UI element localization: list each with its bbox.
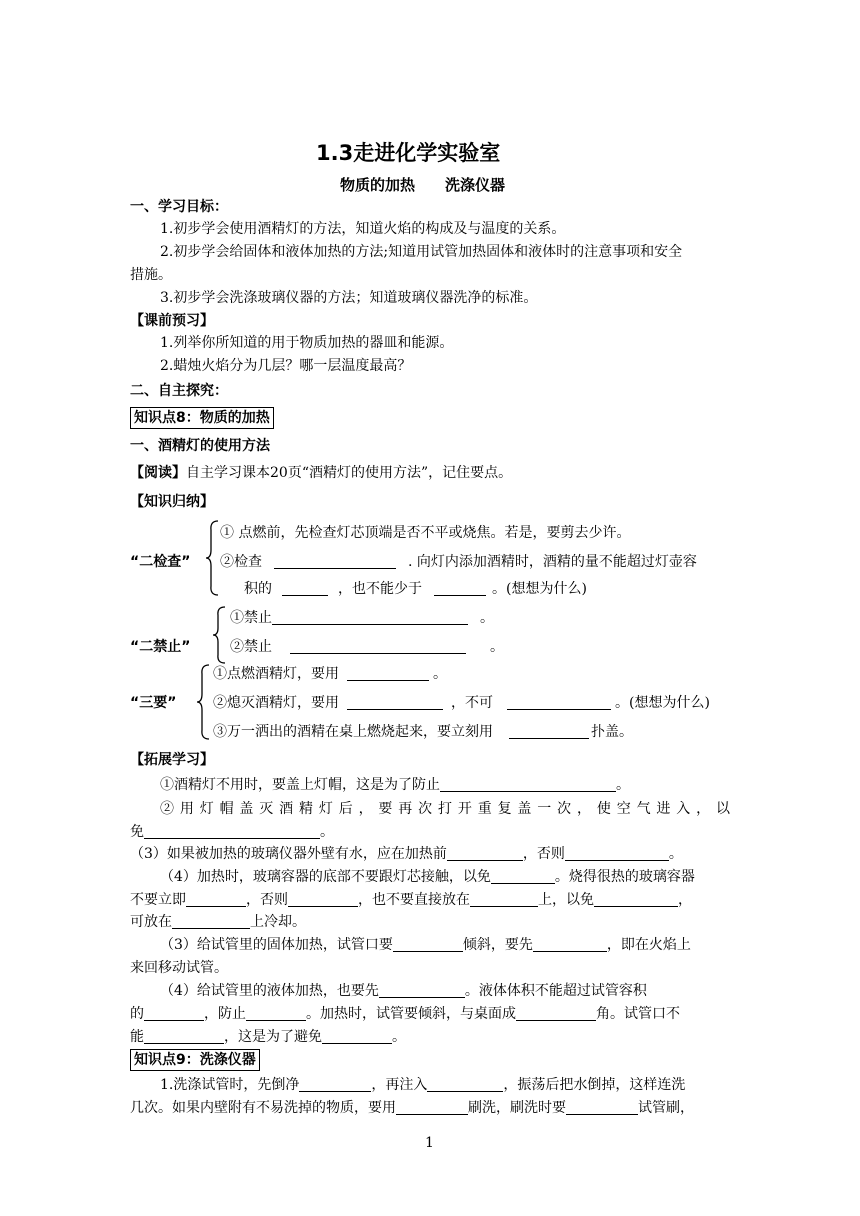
must-line-1-end: 。	[433, 666, 447, 682]
section-1-heading: 一、学习目标：	[130, 199, 228, 215]
extend-item-5-cont: 来回移动试管。	[130, 960, 228, 976]
extend-blank-3[interactable]	[447, 845, 523, 861]
goal-2: 2.初步学会给固体和液体加热的方法;知道用试管加热固体和液体时的注意事项和安全	[160, 244, 683, 260]
preview-item-2: 2.蜡烛火焰分为几层？哪一层温度最高？	[160, 358, 412, 374]
extend-item-5	[160, 934, 691, 956]
extend-item-6-text-g: 能	[130, 1029, 144, 1045]
extend-item-5-text-a: （3）给试管里的固体加热，试管口要	[160, 937, 393, 953]
forbid-line-2	[230, 636, 504, 658]
extend-blank-10[interactable]	[172, 913, 250, 929]
must-line-2	[213, 692, 710, 714]
extend-item-6-text-i: 。	[392, 1029, 406, 1045]
extend-item-2: ②用灯帽盖灭酒精灯后，要再次打开重复盖一次，使空气进入，以	[160, 801, 730, 817]
wash-item-1-text-e: 刷洗，刷洗时要	[468, 1100, 566, 1116]
page-title: 1.3走进化学实验室	[316, 141, 501, 165]
goal-3: 3.初步学会洗涤玻璃仪器的方法；知道玻璃仪器洗净的标准。	[160, 290, 538, 306]
knowledge-point-9-box: 知识点9：洗涤仪器	[130, 1049, 260, 1071]
wash-item-1-text-f: 试管刷，	[638, 1100, 694, 1116]
extend-blank-1[interactable]	[440, 776, 616, 792]
extend-blank-9[interactable]	[594, 891, 678, 907]
extend-item-1-text: ①酒精灯不用时，要盖上灯帽，这是为了防止	[160, 777, 440, 793]
extend-item-6-text-b: 。液体体积不能超过试管容积	[464, 983, 647, 999]
forbid-line-1-text: ①禁止	[230, 610, 272, 626]
must-line-2-text-b: ，不可	[451, 695, 493, 711]
forbid-blank-2[interactable]	[290, 638, 466, 654]
must-line-1-text: ①点燃酒精灯，要用	[213, 666, 339, 682]
extend-item-5-text-c: ，即在火焰上	[606, 937, 691, 953]
check-line-2-text-a: ②检查	[220, 554, 262, 570]
must-label: “三要”	[130, 695, 177, 711]
wash-item-1-cont	[130, 1097, 694, 1119]
wash-item-1-text-c: ，振荡后把水倒掉，这样连洗	[503, 1077, 686, 1093]
must-blank-2[interactable]	[347, 694, 443, 710]
extend-item-4-text-c: 不要立即	[130, 892, 186, 908]
extend-blank-13[interactable]	[379, 982, 465, 998]
extend-item-4-text-b: 。烧得很热的玻璃容器	[554, 869, 695, 885]
forbid-line-2-end: 。	[490, 639, 504, 655]
check-line-3-text-c: 。(想想为什么)	[492, 581, 587, 597]
check-line-3-text-b: ，也不能少于	[338, 581, 422, 597]
extend-item-4-text-e: ，也不要直接放在	[358, 892, 470, 908]
extend-item-4-cont	[130, 889, 692, 911]
must-line-3-text: ③万一洒出的酒精在桌上燃烧起来，要立刻用	[213, 724, 493, 740]
check-line-3-text-a: 积的	[244, 581, 272, 597]
wash-item-1-text-b: ，再注入	[371, 1077, 428, 1093]
read-line	[130, 462, 512, 484]
must-line-3-end: 扑盖。	[591, 724, 633, 740]
extend-item-3-text-a: （3）如果被加热的玻璃仪器外壁有水，应在加热前	[130, 846, 447, 862]
extend-blank-5[interactable]	[491, 868, 555, 884]
check-line-3	[244, 578, 587, 600]
forbid-line-1-end: 。	[480, 610, 494, 626]
must-line-2-text-c: 。(想想为什么)	[615, 695, 710, 711]
read-text: 自主学习课本20页“酒精灯的使用方法”，记住要点。	[186, 465, 513, 481]
extend-blank-7[interactable]	[288, 891, 358, 907]
lamp-usage-heading: 一、酒精灯的使用方法	[130, 438, 270, 454]
knowledge-point-8-box: 知识点8：物质的加热	[130, 407, 274, 429]
extend-item-2-end: 。	[320, 824, 334, 840]
extend-item-4-text-h: 可放在	[130, 914, 172, 930]
wash-blank-4[interactable]	[566, 1099, 638, 1115]
page-number: 1	[425, 1135, 434, 1151]
extend-blank-4[interactable]	[565, 845, 669, 861]
extend-heading: 【拓展学习】	[130, 752, 214, 768]
extend-item-6-cont-2	[130, 1026, 406, 1048]
page-subtitle: 物质的加热 洗涤仪器	[340, 176, 506, 194]
extend-blank-12[interactable]	[533, 936, 607, 952]
must-blank-1[interactable]	[347, 665, 429, 681]
check-line-2	[220, 551, 697, 573]
extend-item-4-cont-2	[130, 911, 306, 933]
check-label: “二检查”	[130, 554, 191, 570]
extend-item-3-end: 。	[668, 846, 683, 862]
forbid-line-1	[230, 607, 494, 629]
extend-item-3-text-b: ，否则	[522, 846, 565, 862]
extend-item-4-text-g: ，	[678, 892, 692, 908]
extend-item-6	[160, 980, 647, 1002]
extend-item-3	[130, 843, 683, 865]
wash-blank-2[interactable]	[427, 1076, 503, 1092]
extend-blank-16[interactable]	[516, 1005, 596, 1021]
extend-item-6-text-h: ，这是为了避免	[224, 1029, 322, 1045]
extend-item-4-text-f: 上，以免	[538, 892, 594, 908]
forbid-blank-1[interactable]	[272, 609, 468, 625]
extend-item-4-text-a: （4）加热时，玻璃容器的底部不要跟灯芯接触，以免	[160, 869, 491, 885]
goal-1: 1.初步学会使用酒精灯的方法，知道火焰的构成及与温度的关系。	[160, 221, 566, 237]
extend-item-6-text-e: 。加热时，试管要倾斜，与桌面成	[306, 1006, 516, 1022]
extend-blank-17[interactable]	[144, 1028, 224, 1044]
forbid-brace	[212, 606, 226, 664]
preview-heading: 【课前预习】	[130, 313, 214, 329]
goal-2-cont: 措施。	[130, 267, 172, 283]
summary-heading: 【知识归纳】	[130, 494, 214, 510]
extend-item-2-cont	[130, 821, 334, 843]
extend-item-6-text-f: 角。试管口不	[596, 1006, 680, 1022]
wash-blank-3[interactable]	[396, 1099, 468, 1115]
wash-item-1	[160, 1074, 685, 1096]
forbid-label: “二禁止”	[130, 639, 191, 655]
extend-item-6-text-d: ，防止	[204, 1006, 246, 1022]
section-2-heading: 二、自主探究：	[130, 383, 228, 399]
extend-item-2-cont-text: 免	[130, 824, 144, 840]
extend-blank-8[interactable]	[470, 891, 538, 907]
extend-item-6-text-a: （4）给试管里的液体加热，也要先	[160, 983, 379, 999]
wash-blank-1[interactable]	[299, 1076, 371, 1092]
extend-blank-15[interactable]	[246, 1005, 306, 1021]
read-label: 【阅读】	[130, 465, 186, 481]
extend-blank-18[interactable]	[322, 1028, 392, 1044]
extend-item-6-text-c: 的	[130, 1006, 144, 1022]
extend-item-1	[160, 774, 630, 796]
check-blank-3[interactable]	[434, 580, 486, 596]
wash-item-1-text-d: 几次。如果内壁附有不易洗掉的物质，要用	[130, 1100, 396, 1116]
extend-blank-6[interactable]	[186, 891, 246, 907]
must-line-1	[213, 663, 447, 685]
check-line-2-text-b: . 向灯内添加酒精时，酒精的量不能超过灯壶容	[408, 554, 697, 570]
extend-blank-11[interactable]	[393, 936, 463, 952]
check-blank-2[interactable]	[282, 580, 328, 596]
must-line-3	[213, 721, 633, 743]
extend-item-5-text-b: 倾斜，要先	[462, 937, 533, 953]
check-brace	[205, 520, 219, 596]
extend-item-4-text-i: 上冷却。	[250, 914, 306, 930]
extend-blank-14[interactable]	[144, 1005, 204, 1021]
extend-item-4-text-d: ，否则	[246, 892, 288, 908]
must-brace	[196, 664, 210, 740]
extend-item-1-end: 。	[616, 777, 630, 793]
check-blank-1[interactable]	[274, 553, 396, 569]
wash-item-1-text-a: 1.洗涤试管时，先倒净	[160, 1077, 300, 1093]
extend-item-4	[160, 866, 695, 888]
extend-blank-2[interactable]	[144, 823, 320, 839]
must-blank-3[interactable]	[507, 694, 611, 710]
extend-item-6-cont	[130, 1003, 680, 1025]
must-blank-4[interactable]	[509, 723, 589, 739]
forbid-line-2-text: ②禁止	[230, 639, 272, 655]
must-line-2-text-a: ②熄灭酒精灯，要用	[213, 695, 339, 711]
preview-item-1: 1.列举你所知道的用于物质加热的器皿和能源。	[160, 335, 454, 351]
check-line-1: ① 点燃前，先检查灯芯顶端是否不平或烧焦。若是，要剪去少许。	[220, 525, 631, 541]
